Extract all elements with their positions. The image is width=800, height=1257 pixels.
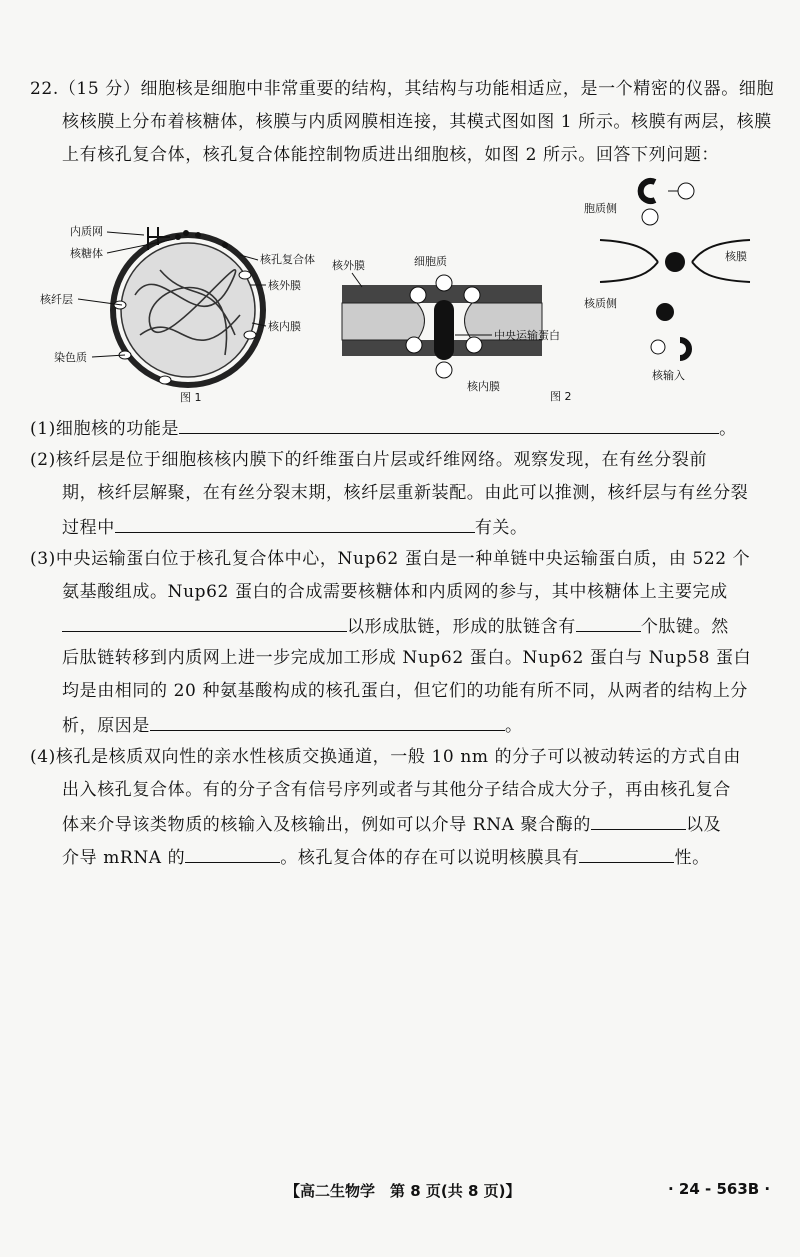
fig2-label-import: 核输入 (652, 369, 685, 382)
footer-page-info: 【高二生物学 第 8 页(共 8 页)】 (285, 1182, 521, 1200)
q3-answer-blank-1[interactable] (62, 613, 347, 632)
fig2-label-central: 中央运输蛋白 (494, 329, 560, 342)
fig1-label-ribosome: 核糖体 (70, 247, 103, 260)
fig1-label-lamina: 核纤层 (40, 293, 73, 306)
question-4-line-4: 介导 mRNA 的 。核孔复合体的存在可以说明核膜具有 性。 (62, 844, 710, 870)
question-intro-line-2: 核核膜上分布着核糖体，核膜与内质网膜相连接，其模式图如图 1 所示。核膜有两层，核膜 (62, 112, 772, 132)
fig2-label-nuc-side: 核质侧 (584, 297, 617, 310)
figure-2-import-diagram (580, 172, 780, 392)
fig2-label-inner: 核内膜 (467, 380, 500, 393)
fig2-label-cytoplasm: 细胞质 (414, 255, 447, 268)
footer-code: · 24 - 563B · (668, 1180, 771, 1198)
figure-1-nucleus-diagram (40, 215, 320, 405)
question-3-line-4: 后肽链转移到内质网上进一步完成加工形成 Nup62 蛋白。Nup62 蛋白与 Nup58 蛋白 (62, 648, 752, 668)
question-intro-line-1: 22.（15 分）细胞核是细胞中非常重要的结构，其结构与功能相适应，是一个精密的仪器。细胞 (30, 79, 775, 99)
question-2-line-2: 期，核纤层解聚，在有丝分裂末期，核纤层重新装配。由此可以推测，核纤层与有丝分裂 (62, 483, 749, 503)
question-3-line-6: 析，原因是 。 (62, 712, 523, 738)
q2-answer-blank[interactable] (115, 514, 475, 533)
q4-answer-blank-3[interactable] (579, 844, 674, 863)
fig1-label-outer: 核外膜 (268, 279, 301, 292)
question-3-line-5: 均是由相同的 20 种氨基酸构成的核孔蛋白，但它们的功能有所不同，从两者的结构上分 (62, 681, 749, 701)
nucleus-interior (121, 243, 255, 377)
fig2-label-outer: 核外膜 (332, 259, 365, 272)
question-3-line-1: (3)中央运输蛋白位于核孔复合体中心，Nup62 蛋白是一种单链中央运输蛋白质，由 522 个 (30, 549, 751, 569)
question-intro-line-3: 上有核孔复合体，核孔复合体能控制物质进出细胞核，如图 2 所示。回答下列问题： (62, 145, 720, 165)
fig1-label-inner: 核内膜 (268, 320, 301, 333)
question-3-line-3: 以形成肽链，形成的肽链含有 个肽键。然 (62, 613, 729, 639)
question-3-line-2: 氨基酸组成。Nup62 蛋白的合成需要核糖体和内质网的参与，其中核糖体上主要完成 (62, 582, 728, 602)
fig1-label-chromatin: 染色质 (54, 351, 87, 364)
question-2-line-1: (2)核纤层是位于细胞核核内膜下的纤维蛋白片层或纤维网络。观察发现，在有丝分裂前 (30, 450, 708, 470)
fig2-label-cyto-side: 胞质侧 (584, 202, 617, 215)
fig1-label-npc: 核孔复合体 (260, 253, 315, 266)
central-transport-protein (434, 300, 454, 360)
fig2-caption: 图 2 (550, 390, 572, 403)
question-4-line-3: 体来介导该类物质的核输入及核输出，例如可以介导 RNA 聚合酶的 以及 (62, 811, 721, 837)
question-2-line-3: 过程中 有关。 (62, 514, 528, 540)
fig1-label-er: 内质网 (70, 225, 103, 238)
question-4-line-2: 出入核孔复合体。有的分子含有信号序列或者与其他分子结合成大分子，再由核孔复合 (62, 780, 731, 800)
q1-answer-blank[interactable] (179, 415, 719, 434)
question-1: (1)细胞核的功能是 。 (30, 415, 737, 441)
fig1-caption: 图 1 (180, 391, 202, 404)
fig2-label-membrane: 核膜 (725, 250, 747, 263)
figure-2-pore-diagram (322, 245, 572, 405)
q3-answer-blank-2[interactable] (576, 613, 641, 632)
q4-answer-blank-1[interactable] (591, 811, 686, 830)
q4-answer-blank-2[interactable] (185, 844, 280, 863)
q3-answer-blank-3[interactable] (150, 712, 505, 731)
question-4-line-1: (4)核孔是核质双向性的亲水性核质交换通道，一般 10 nm 的分子可以被动转运的方式自由 (30, 747, 741, 767)
